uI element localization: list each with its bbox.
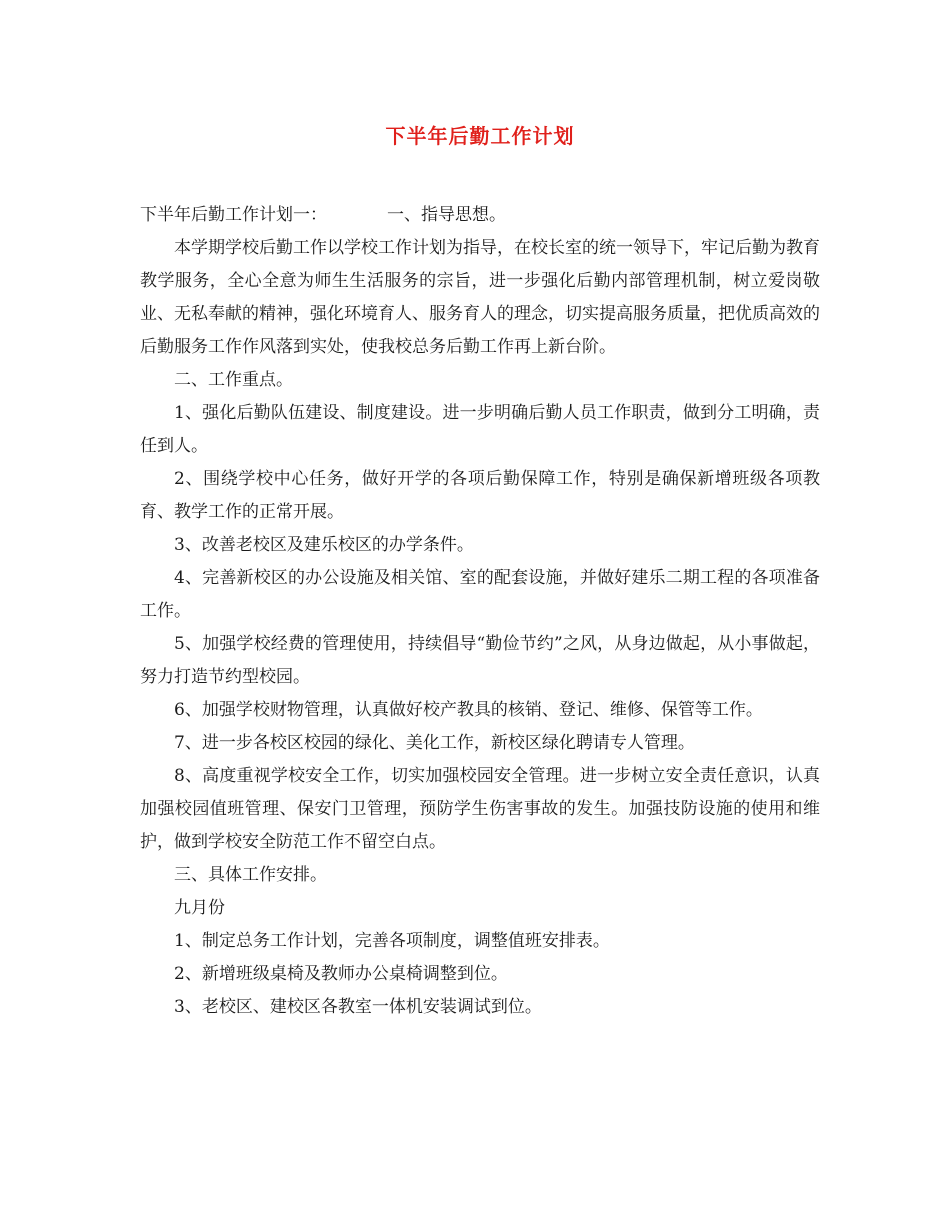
section-heading-key-work: 二、工作重点。 xyxy=(174,370,293,390)
document-title: 下半年后勤工作计划 xyxy=(385,124,575,148)
list-item: 3、改善老校区及建乐校区的办学条件。 xyxy=(174,535,474,555)
list-item: 2、围绕学校中心任务，做好开学的各项后勤保障工作，特别是确保新增班级各项教育、教学工作的正常开展。 xyxy=(140,469,820,522)
list-item: 1、制定总务工作计划，完善各项制度，调整值班安排表。 xyxy=(174,931,610,951)
section-heading-guiding: 一、指导思想。 xyxy=(387,205,506,225)
intro-line xyxy=(140,199,820,232)
list-item: 5、加强学校经费的管理使用，持续倡导“勤俭节约”之风，从身边做起，从小事做起，努力打造节约型校园。 xyxy=(140,634,820,687)
list-item: 6、加强学校财物管理，认真做好校产教具的核销、登记、维修、保管等工作。 xyxy=(174,700,763,720)
list-item: 1、强化后勤队伍建设、制度建设。进一步明确后勤人员工作职责，做到分工明确，责任到人。 xyxy=(140,403,820,456)
paragraph-guiding-text: 本学期学校后勤工作以学校工作计划为指导，在校长室的统一领导下，牢记后勤为教育教学服务，全心全意为师生生活服务的宗旨，进一步强化后勤内部管理机制，树立爱岗敬业、无私奉献的精神，强化环境育人、服务育人的理念，切实提高服务质量，把优质高效的后勤服务工作作风落到实处，使我校总务后勤工作再上新台阶。 xyxy=(140,238,820,357)
section-heading-arrangements: 三、具体工作安排。 xyxy=(174,865,327,885)
list-item: 2、新增班级桌椅及教师办公桌椅调整到位。 xyxy=(174,964,508,984)
list-item: 7、进一步各校区校园的绿化、美化工作，新校区绿化聘请专人管理。 xyxy=(174,733,695,753)
list-item: 8、高度重视学校安全工作，切实加强校园安全管理。进一步树立安全责任意识，认真加强校园值班管理、保安门卫管理，预防学生伤害事故的发生。加强技防设施的使用和维护，做到学校安全防范工作不留空白点。 xyxy=(140,766,820,852)
intro-label: 下半年后勤工作计划一： xyxy=(140,205,327,225)
list-item: 3、老校区、建校区各教室一体机安装调试到位。 xyxy=(174,997,542,1017)
month-heading-september: 九月份 xyxy=(174,898,225,918)
list-item: 4、完善新校区的办公设施及相关馆、室的配套设施，并做好建乐二期工程的各项准备工作。 xyxy=(140,568,820,621)
